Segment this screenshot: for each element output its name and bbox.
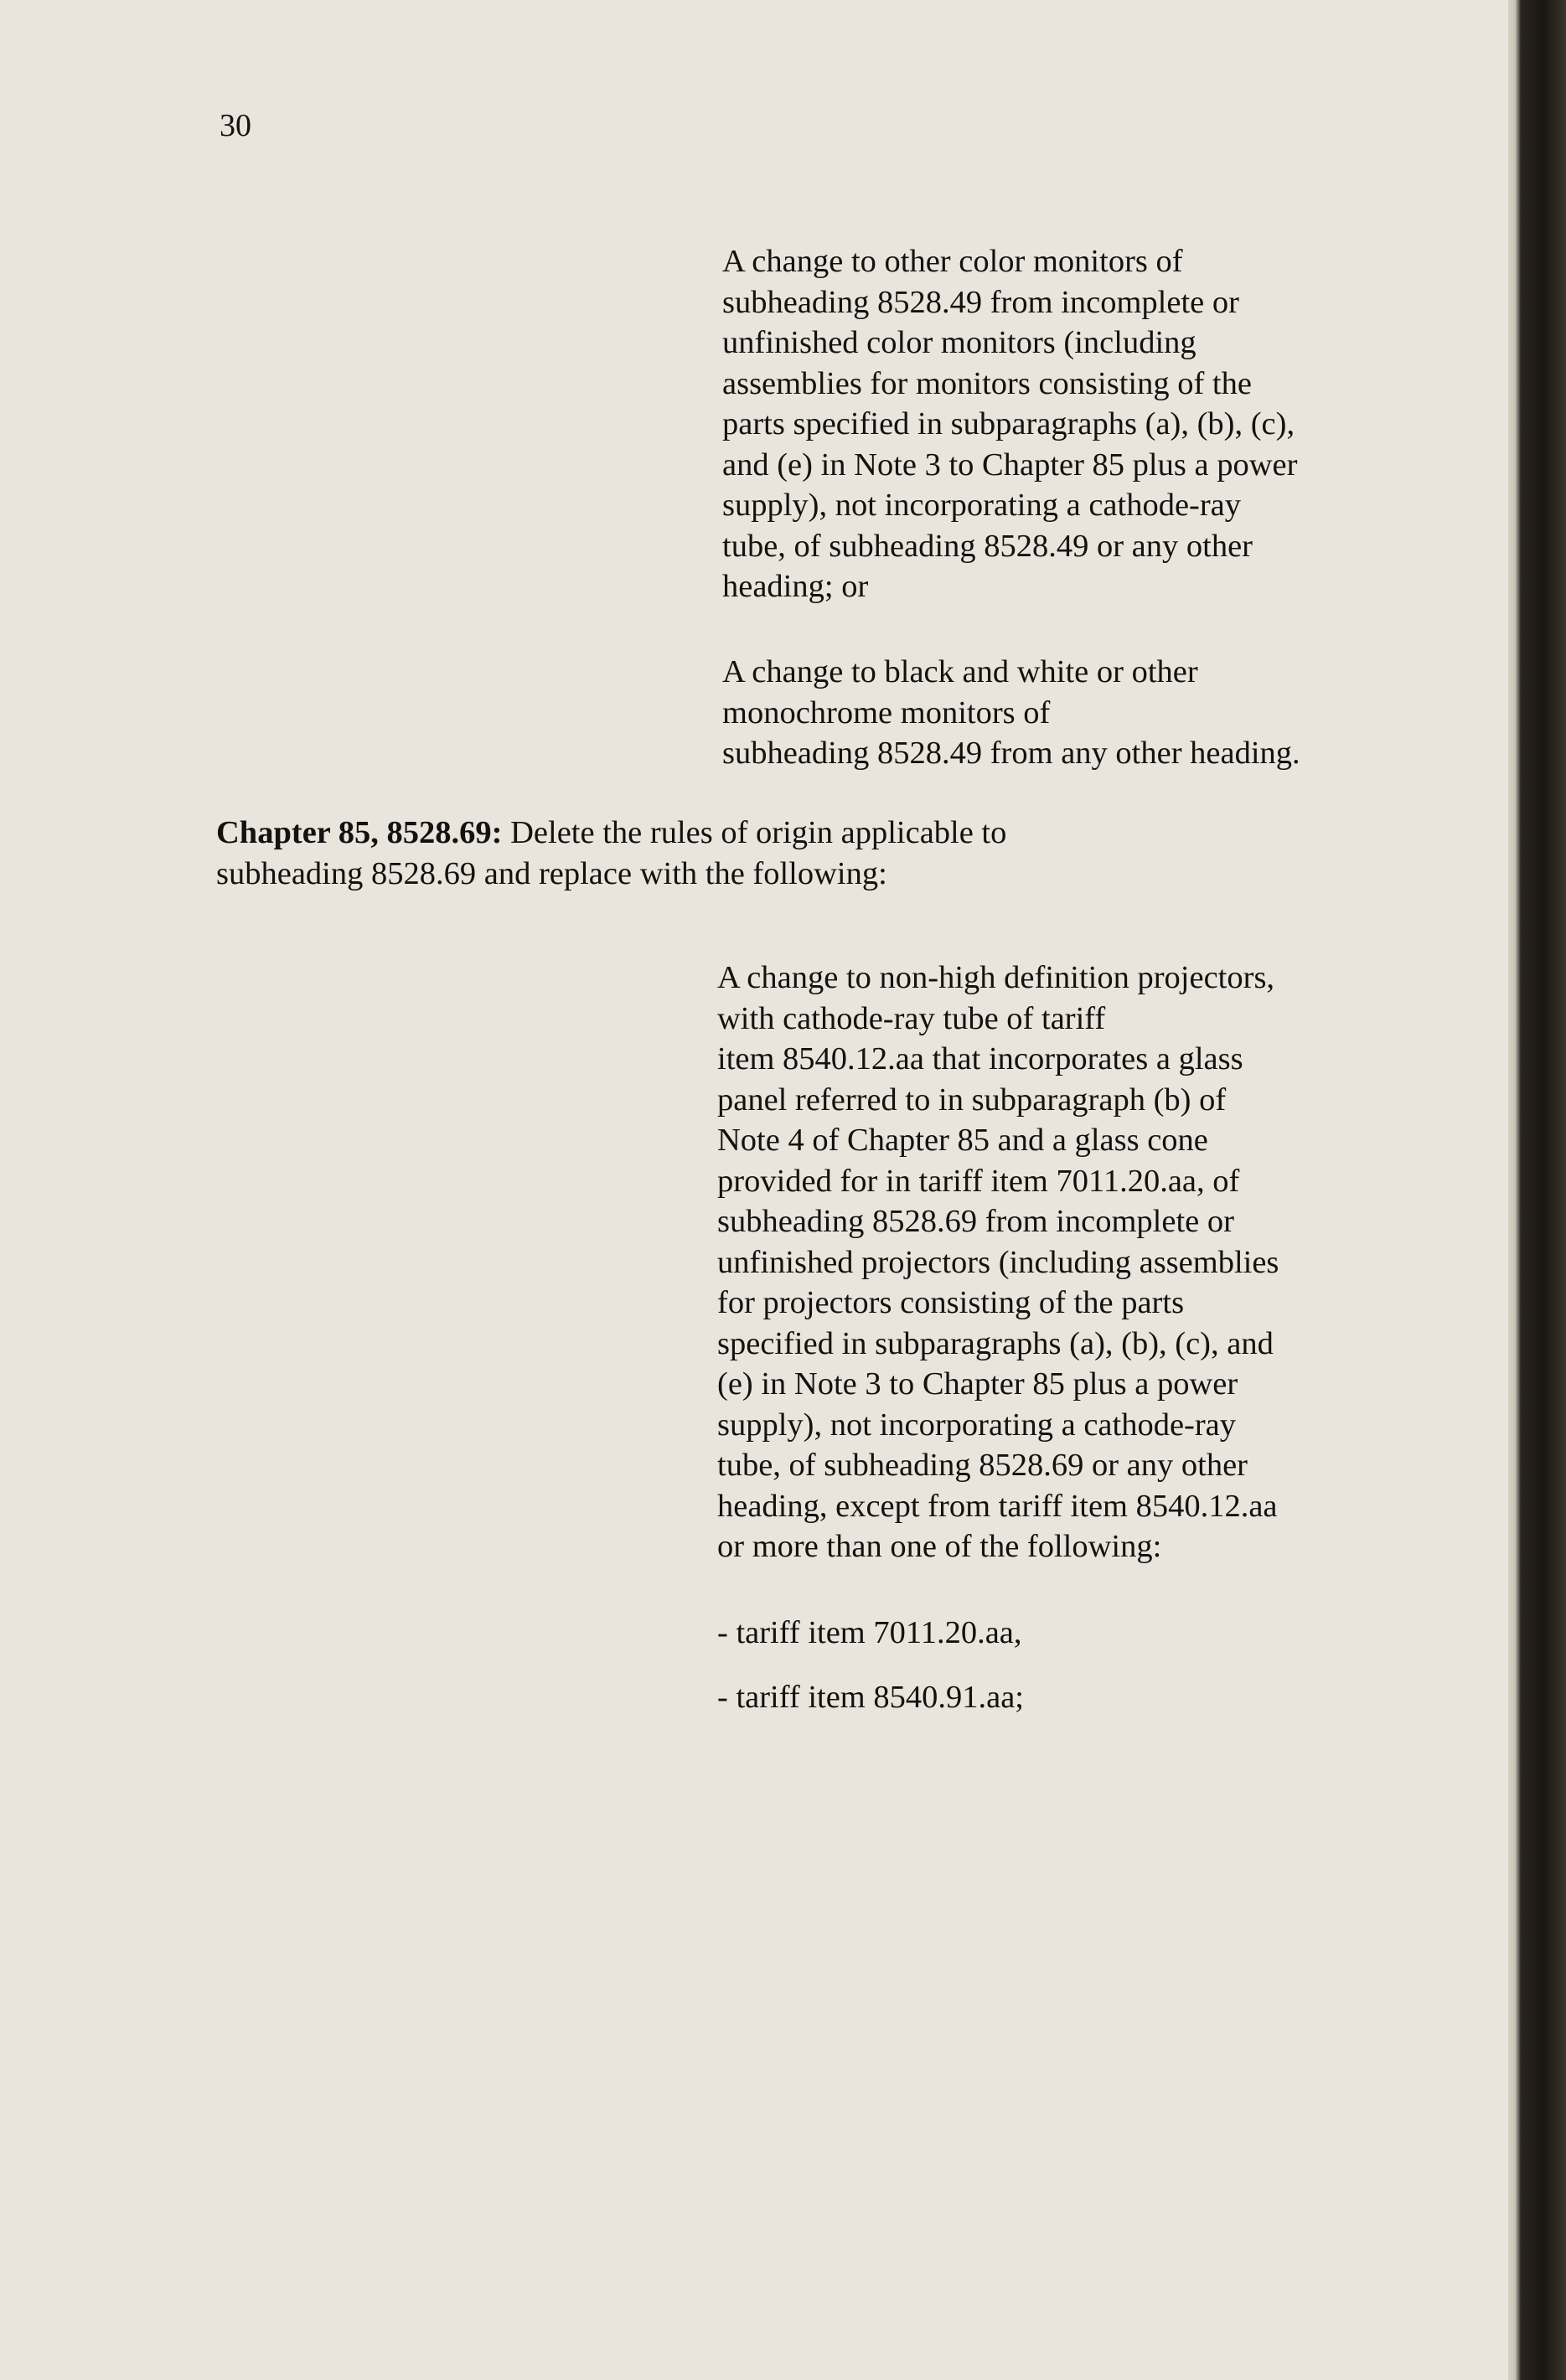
chapter-text: Delete the rules of origin applicable to	[502, 815, 1007, 850]
text-line: panel referred to in subparagraph (b) of	[717, 1082, 1227, 1118]
text-line: A change to black and white or other	[722, 654, 1198, 689]
text-line: and (e) in Note 3 to Chapter 85 plus a power	[722, 447, 1298, 483]
text-line: A change to other color monitors of	[722, 244, 1183, 279]
text-line: parts specified in subparagraphs (a), (b), (c),	[722, 406, 1295, 441]
book-binding-edge	[1508, 0, 1566, 2380]
chapter-line-2: subheading 8528.69 and replace with the following:	[216, 855, 887, 891]
text-line: Note 4 of Chapter 85 and a glass cone	[717, 1123, 1208, 1158]
text-line: unfinished projectors (including assemblies	[717, 1244, 1279, 1280]
text-line: A change to non-high definition projectors,	[717, 960, 1275, 995]
text-line: item 8540.12.aa that incorporates a glass	[717, 1041, 1243, 1076]
text-line: unfinished color monitors (including	[722, 325, 1196, 360]
text-line: assemblies for monitors consisting of the	[722, 365, 1252, 401]
rule-color-monitors	[722, 241, 1359, 607]
page-number: 30	[220, 108, 251, 143]
text-line: tube, of subheading 8528.49 or any other	[722, 528, 1253, 564]
rule-monochrome-monitors	[722, 652, 1393, 774]
text-line: subheading 8528.49 from any other heading.	[722, 736, 1300, 771]
chapter-heading: Chapter 85, 8528.69:	[216, 815, 503, 850]
text-line: provided for in tariff item 7011.20.aa, of	[717, 1163, 1240, 1199]
text-line: heading, except from tariff item 8540.12.aa	[717, 1488, 1278, 1524]
rule-projectors	[717, 958, 1371, 1567]
text-line: subheading 8528.49 from incomplete or	[722, 284, 1239, 320]
list-item: - tariff item 7011.20.aa,	[717, 1615, 1022, 1650]
chapter-line-1	[216, 813, 1222, 854]
text-line: with cathode-ray tube of tariff	[717, 1000, 1106, 1036]
text-line: tube, of subheading 8528.69 or any other	[717, 1448, 1248, 1483]
text-line: subheading 8528.69 from incomplete or	[717, 1204, 1234, 1239]
text-line: supply), not incorporating a cathode-ray	[722, 488, 1242, 523]
text-line: (e) in Note 3 to Chapter 85 plus a power	[717, 1366, 1238, 1402]
text-line: supply), not incorporating a cathode-ray	[717, 1407, 1237, 1443]
text-line: for projectors consisting of the parts	[717, 1285, 1185, 1320]
chapter-instruction	[216, 813, 1222, 894]
text-line: heading; or	[722, 569, 869, 604]
text-line: or more than one of the following:	[717, 1529, 1162, 1564]
text-line: monochrome monitors of	[722, 694, 1051, 731]
text-line: specified in subparagraphs (a), (b), (c), and	[717, 1325, 1274, 1361]
list-item: - tariff item 8540.91.aa;	[717, 1680, 1024, 1715]
